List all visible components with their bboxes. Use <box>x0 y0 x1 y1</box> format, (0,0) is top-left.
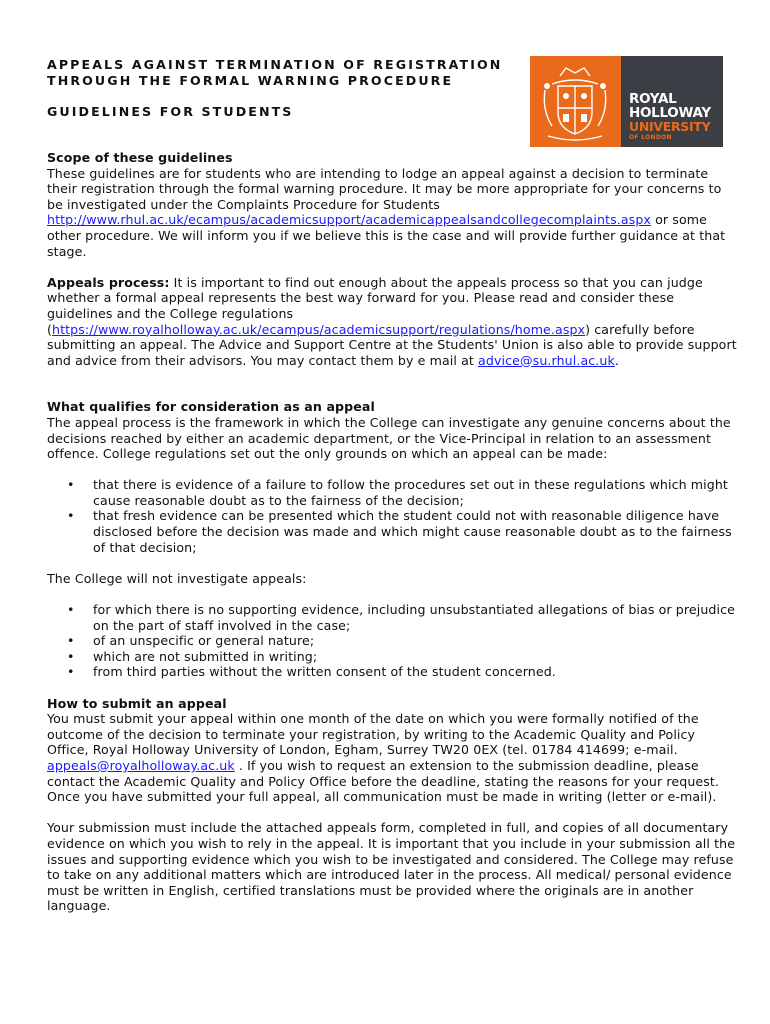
logo-holloway: HOLLOWAY <box>629 105 711 121</box>
university-logo <box>530 56 723 147</box>
scope-text-1: These guidelines are for students who are intending to lodge an appeal against a decision to terminate their registration through the formal warning procedure. It may be more appropriate for your concerns to be investigated under the Complaints Procedure for Students <box>47 165 722 212</box>
submission-paragraph: Your submission must include the attached appeals form, completed in full, and copies of all documentary evidence on which you wish to rely in the appeal. It is important that you include in your submission all the issues and supporting evidence which you wish to be investigated and considered. The College may refuse to take on any additional matters which are introduced later in the process. All medical/ personal evidence must be written in English, certified translations must be provided where the originals are in another language. <box>47 820 736 914</box>
submit-text-1: You must submit your appeal within one month of the date on which you were formally notified of the outcome of the decision to terminate your registration, by writing to the Academic Quality and Policy Office, Royal Holloway University of London, Egham, Surrey TW20 0EX (tel. 01784 414699; e-mail. <box>47 711 699 758</box>
document-body <box>47 150 737 914</box>
logo-wordmark <box>621 56 723 147</box>
list-item: • that fresh evidence can be presented which the student could not with reasonable diligence have disclosed before the decision was made and which might cause reasonable doubt as to the fairness of that decision; <box>93 508 737 555</box>
process-text-3: . <box>614 352 619 368</box>
regulations-link[interactable]: https://www.royalholloway.ac.uk/ecampus/academicsupport/regulations/home.aspx <box>52 321 586 337</box>
appeals-email-link[interactable]: appeals@royalholloway.ac.uk <box>47 757 235 773</box>
process-heading: Appeals process: <box>47 274 170 290</box>
logo-university: UNIVERSITY <box>629 119 711 134</box>
advice-email-link[interactable]: advice@su.rhul.ac.uk <box>478 352 615 368</box>
logo-of-london: OF LONDON <box>629 134 672 141</box>
logo-royal: ROYAL <box>629 91 677 107</box>
exclusions-list <box>47 602 737 680</box>
submit-text-2: . If you wish to request an extension to the submission deadline, please contact the Academic Quality and Policy Office before the deadline, stating the reasons for your request. Once you have submitted your full appeal, all communication must be made in writing (letter or e-mail). <box>47 757 720 805</box>
list-item: • of an unspecific or general nature; <box>93 633 737 649</box>
title-line-1: APPEALS AGAINST TERMINATION OF REGISTRATION <box>47 57 503 72</box>
list-item: • that there is evidence of a failure to follow the procedures set out in these regulations which might cause reasonable doubt as to the fairness of the decision; <box>93 477 737 508</box>
list-item: • for which there is no supporting evidence, including unsubstantiated allegations of bias or prejudice on the part of staff involved in the case; <box>93 602 737 633</box>
process-text-1: It is important to find out enough about the appeals process so that you can judge whether a formal appeal represents the best way forward for you. Please read and consider these guidelines and the College regulations ( <box>47 274 703 337</box>
qualifies-heading: What qualifies for consideration as an appeal <box>47 399 375 415</box>
list-item: • which are not submitted in writing; <box>93 649 737 665</box>
document-subtitle: GUIDELINES FOR STUDENTS <box>47 104 294 119</box>
document-title <box>47 57 502 89</box>
process-text-2: ) carefully before submitting an appeal. The Advice and Support Centre at the Students' Union is also able to provide support and advice from their advisors. You may contact them by e mail at <box>47 321 737 368</box>
submit-heading: How to submit an appeal <box>47 695 227 711</box>
complaints-procedure-link[interactable]: http://www.rhul.ac.uk/ecampus/academicsupport/academicappealsandcollegecomplaints.aspx <box>47 212 651 228</box>
not-investigate-text: The College will not investigate appeals: <box>47 570 307 586</box>
list-item: • from third parties without the written consent of the student concerned. <box>93 664 737 680</box>
scope-text-2: or some other procedure. We will inform you if we believe this is the case and will provide further guidance at that stage. <box>47 212 726 259</box>
scope-heading: Scope of these guidelines <box>47 150 233 165</box>
title-line-2: THROUGH THE FORMAL WARNING PROCEDURE <box>47 73 454 88</box>
scope-paragraph <box>47 166 737 260</box>
grounds-list <box>47 477 737 555</box>
crest-icon <box>530 56 621 147</box>
process-paragraph <box>47 275 737 369</box>
qualifies-paragraph: The appeal process is the framework in which the College can investigate any genuine concerns about the decisions reached by either an academic department, or the Vice-Principal in relation to an assessment offence. College regulations set out the only grounds on which an appeal can be made: <box>47 414 731 462</box>
submit-paragraph <box>47 711 737 805</box>
